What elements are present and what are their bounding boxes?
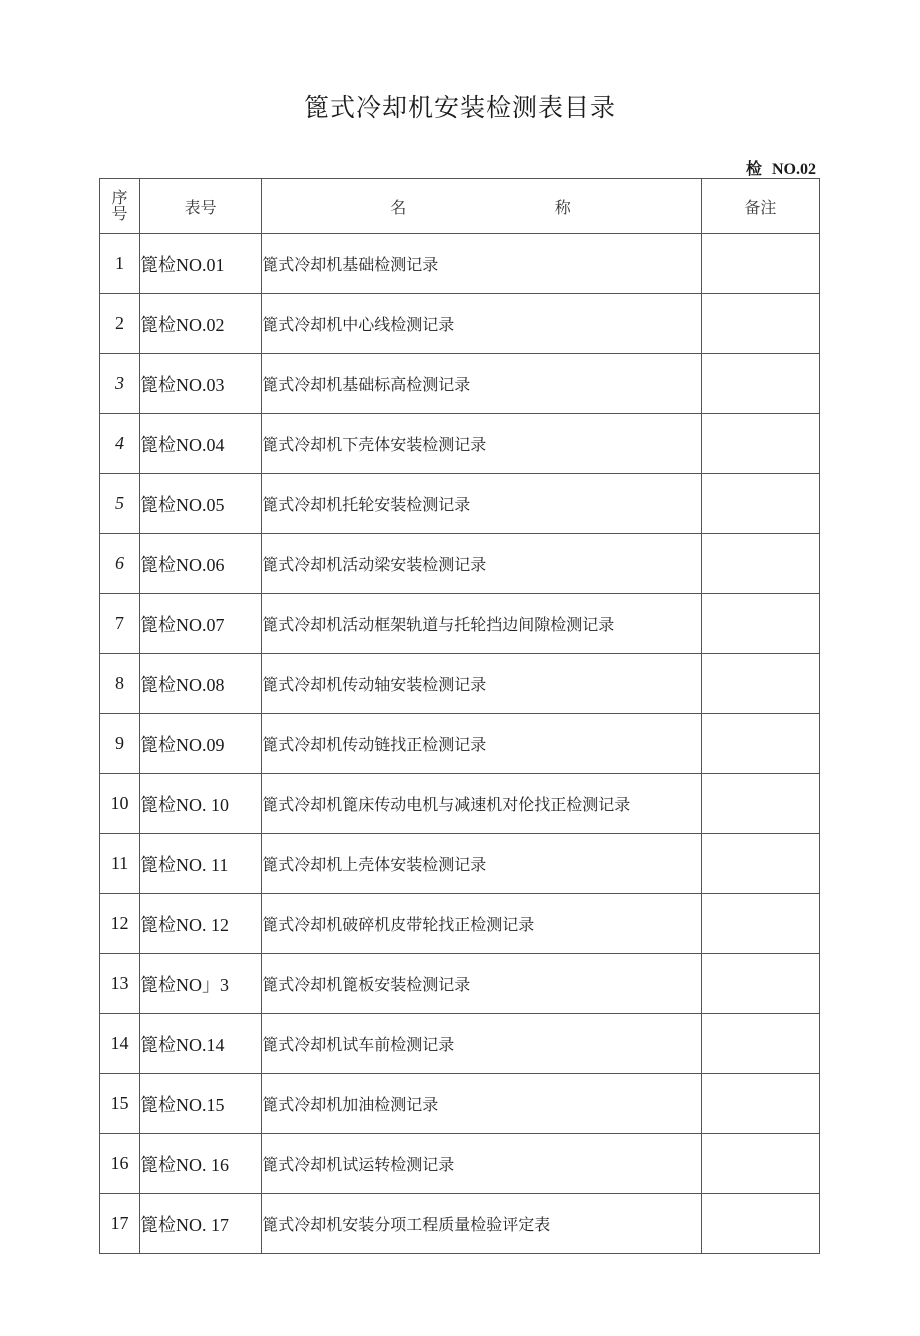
table-row (100, 234, 820, 294)
row-record-name: 篦式冷却机活动梁安装检测记录 (262, 534, 702, 594)
table-row (100, 834, 820, 894)
document-number (746, 156, 816, 179)
row-form-number: 篦检NO.04 (140, 414, 262, 474)
row-remarks (701, 1134, 819, 1194)
row-form-number: 篦检NO. 16 (140, 1134, 262, 1194)
row-form-number: 篦检NO.02 (140, 294, 262, 354)
table-row (100, 714, 820, 774)
row-record-name: 篦式冷却机中心线检测记录 (262, 294, 702, 354)
row-remarks (701, 834, 819, 894)
table-row (100, 894, 820, 954)
row-serial-number: 15 (100, 1074, 140, 1134)
row-serial-number: 5 (100, 474, 140, 534)
table-row (100, 474, 820, 534)
row-remarks (701, 534, 819, 594)
row-remarks (701, 1074, 819, 1134)
row-record-name: 篦式冷却机基础标高检测记录 (262, 354, 702, 414)
row-record-name: 篦式冷却机安装分项工程质量检验评定表 (262, 1194, 702, 1254)
row-serial-number: 1 (100, 234, 140, 294)
row-serial-number: 8 (100, 654, 140, 714)
row-record-name: 篦式冷却机托轮安装检测记录 (262, 474, 702, 534)
row-serial-number: 13 (100, 954, 140, 1014)
table-row (100, 534, 820, 594)
table-header-row (100, 179, 820, 234)
row-remarks (701, 414, 819, 474)
row-remarks (701, 594, 819, 654)
row-form-number: 篦检NO.09 (140, 714, 262, 774)
row-form-number: 篦检NO.06 (140, 534, 262, 594)
row-remarks (701, 354, 819, 414)
table-row (100, 1134, 820, 1194)
row-record-name: 篦式冷却机传动轴安装检测记录 (262, 654, 702, 714)
row-record-name: 篦式冷却机活动框架轨道与托轮挡边间隙检测记录 (262, 594, 702, 654)
row-record-name: 篦式冷却机基础检测记录 (262, 234, 702, 294)
row-form-number: 篦检NO. 11 (140, 834, 262, 894)
row-serial-number: 11 (100, 834, 140, 894)
table-row (100, 414, 820, 474)
row-serial-number: 6 (100, 534, 140, 594)
row-serial-number: 14 (100, 1014, 140, 1074)
row-remarks (701, 954, 819, 1014)
row-record-name: 篦式冷却机试运转检测记录 (262, 1134, 702, 1194)
row-record-name: 篦式冷却机篦板安装检测记录 (262, 954, 702, 1014)
row-remarks (701, 474, 819, 534)
row-record-name: 篦式冷却机下壳体安装检测记录 (262, 414, 702, 474)
row-remarks (701, 1194, 819, 1254)
table-row (100, 954, 820, 1014)
table-row (100, 1014, 820, 1074)
row-form-number: 篦检NO」3 (140, 954, 262, 1014)
row-serial-number: 12 (100, 894, 140, 954)
row-form-number: 篦检NO.08 (140, 654, 262, 714)
table-row (100, 594, 820, 654)
row-record-name: 篦式冷却机传动链找正检测记录 (262, 714, 702, 774)
row-remarks (701, 234, 819, 294)
row-form-number: 篦检NO.03 (140, 354, 262, 414)
contents-table (99, 178, 820, 1254)
row-serial-number: 17 (100, 1194, 140, 1254)
header-name: 名 称 (262, 179, 702, 234)
header-remarks: 备注 (701, 179, 819, 234)
row-record-name: 篦式冷却机篦床传动电机与减速机对伦找正检测记录 (262, 774, 702, 834)
document-number-prefix: 检 (745, 159, 762, 178)
row-form-number: 篦检NO.14 (140, 1014, 262, 1074)
row-record-name: 篦式冷却机上壳体安装检测记录 (262, 834, 702, 894)
header-serial-number: 序 号 (100, 179, 140, 234)
table-row (100, 774, 820, 834)
row-remarks (701, 714, 819, 774)
row-form-number: 篦检NO.05 (140, 474, 262, 534)
row-record-name: 篦式冷却机加油检测记录 (262, 1074, 702, 1134)
row-serial-number: 16 (100, 1134, 140, 1194)
document-title: 篦式冷却机安装检测表目录 (303, 93, 616, 122)
table-row (100, 1074, 820, 1134)
row-form-number: 篦检NO.15 (140, 1074, 262, 1134)
row-remarks (701, 894, 819, 954)
document-number-code: NO.02 (772, 161, 816, 178)
row-form-number: 篦检NO.01 (140, 234, 262, 294)
row-serial-number: 2 (100, 294, 140, 354)
table-row (100, 654, 820, 714)
row-remarks (701, 1014, 819, 1074)
row-serial-number: 7 (100, 594, 140, 654)
row-remarks (701, 294, 819, 354)
row-remarks (701, 774, 819, 834)
row-remarks (701, 654, 819, 714)
row-serial-number: 9 (100, 714, 140, 774)
row-serial-number: 3 (100, 354, 140, 414)
row-form-number: 篦检NO. 12 (140, 894, 262, 954)
row-form-number: 篦检NO. 17 (140, 1194, 262, 1254)
row-serial-number: 10 (100, 774, 140, 834)
row-record-name: 篦式冷却机破碎机皮带轮找正检测记录 (262, 894, 702, 954)
row-form-number: 篦检NO.07 (140, 594, 262, 654)
row-form-number: 篦检NO. 10 (140, 774, 262, 834)
header-form-number: 表号 (140, 179, 262, 234)
table-row (100, 294, 820, 354)
row-record-name: 篦式冷却机试车前检测记录 (262, 1014, 702, 1074)
table-row (100, 354, 820, 414)
table-row (100, 1194, 820, 1254)
row-serial-number: 4 (100, 414, 140, 474)
